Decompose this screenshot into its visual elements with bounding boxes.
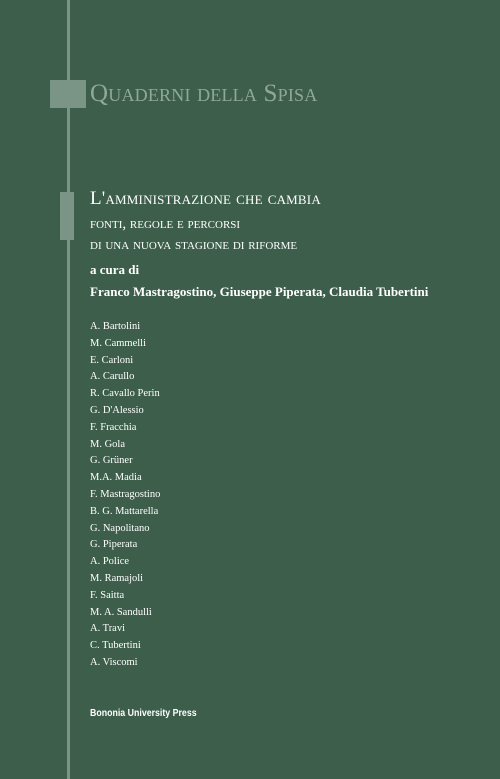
author-item: G. D'Alessio	[90, 404, 144, 416]
author-item: F. Mastragostino	[90, 488, 161, 500]
book-subtitle-line-2: di una nuova stagione di riforme	[90, 237, 298, 253]
title-marker-block	[60, 192, 74, 240]
author-item: M. Cammelli	[90, 337, 146, 349]
author-item: M. A. Sandulli	[90, 606, 152, 618]
author-item: M. Gola	[90, 438, 125, 450]
author-item: F. Fracchia	[90, 421, 137, 433]
author-item: E. Carloni	[90, 354, 134, 366]
author-item: G. Piperata	[90, 539, 138, 551]
series-marker-block	[50, 80, 86, 108]
author-item: A. Bartolini	[90, 321, 141, 332]
book-title: L'amministrazione che cambia	[90, 188, 321, 209]
series-title: Quaderni della Spisa	[90, 80, 318, 107]
vertical-rule	[67, 0, 70, 779]
author-item: A. Carullo	[90, 371, 135, 383]
author-item: A. Viscomi	[90, 656, 138, 668]
curators-label: a cura di	[90, 262, 140, 277]
author-item: A. Police	[90, 556, 130, 568]
author-list	[90, 319, 160, 672]
book-subtitle-line-1: fonti, regole e percorsi	[90, 216, 241, 232]
author-item: M. Ramajoli	[90, 572, 144, 584]
author-item: C. Tubertini	[90, 640, 141, 652]
author-item: R. Cavallo Perin	[90, 388, 160, 400]
editors: Franco Mastragostino, Giuseppe Piperata, Claudia Tubertini	[90, 284, 429, 299]
publisher-name: Bononia University Press	[90, 708, 197, 719]
author-item: G. Grüner	[90, 455, 133, 467]
author-item: A. Travi	[90, 623, 126, 635]
author-item: G. Napolitano	[90, 522, 150, 534]
author-item: B. G. Mattarella	[90, 505, 159, 517]
author-item: M.A. Madia	[90, 472, 142, 484]
author-item: F. Saitta	[90, 589, 125, 601]
